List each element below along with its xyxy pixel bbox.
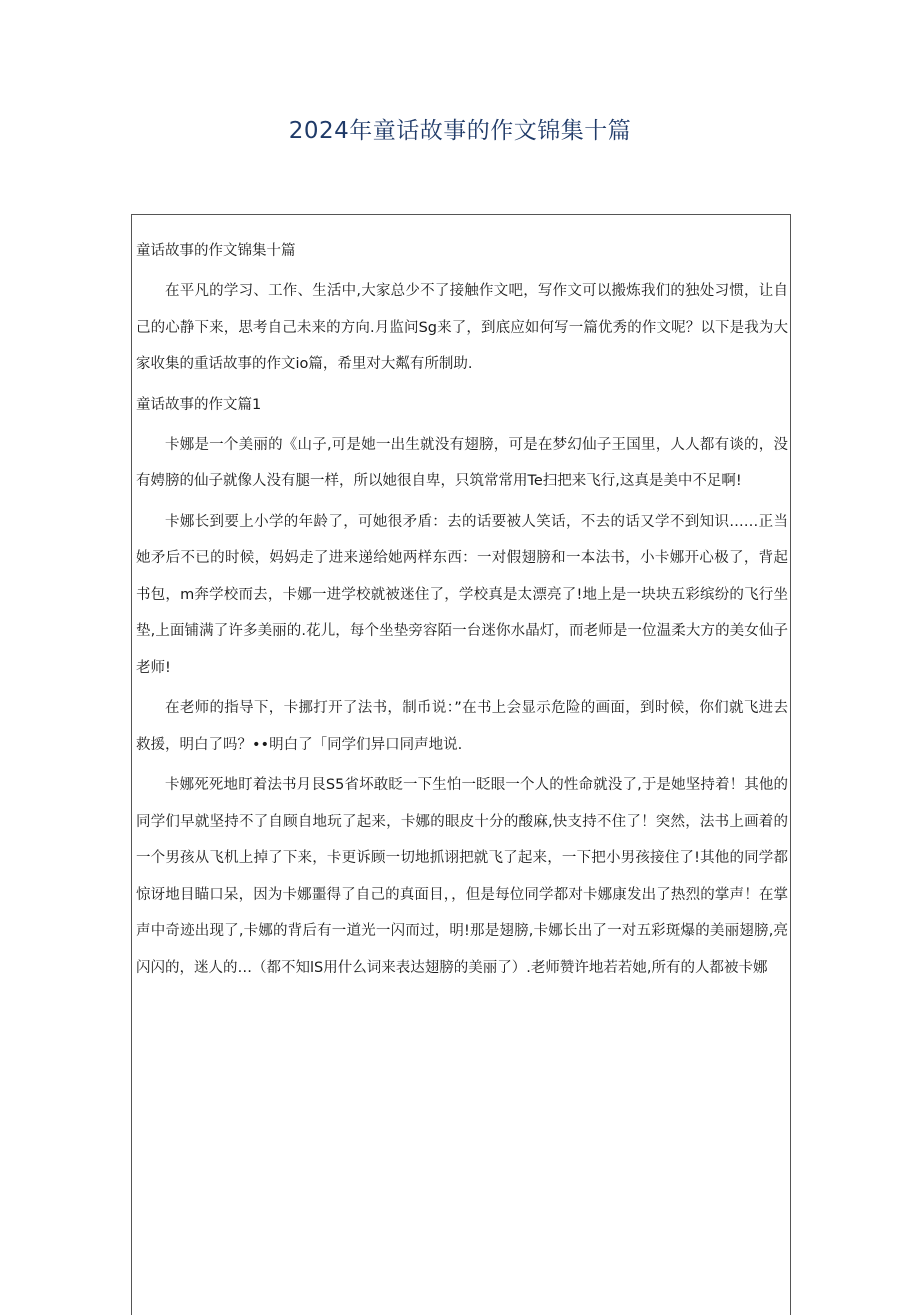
document-title: 2024年童话故事的作文锦集十篇 bbox=[288, 118, 632, 144]
story-paragraph: 卡娜长到要上小学的年龄了，可她很矛盾：去的话要被人笑话，不去的话又学不到知识……正当她矛后不已的时候，妈妈走了进来递给她两样东西：一对假翅膀和一本法书，小卡娜开心极了，背起书包，m奔学校而去，卡娜一进学校就被迷住了，学校真是太漂亮了!地上是一块块五彩缤纷的飞行坐垫,上面铺满了许多美丽的.花儿，每个坐垫旁容陌一台迷你水晶灯，而老师是一位温柔大方的美女仙子老师! bbox=[136, 513, 788, 676]
content-heading: 童话故事的作文锦集十篇 bbox=[136, 243, 296, 259]
intro-paragraph: 在平凡的学习、工作、生活中,大家总少不了接触作文吧，写作文可以搬炼我们的独处习惯，让自己的心静下来，思考自己未来的方向.月监问Sg来了，到底应如何写一篇优秀的作文呢？以下是我为大家收集的重话故事的作文io篇，希里对大粼有所制助. bbox=[136, 283, 788, 372]
content-body bbox=[136, 233, 788, 990]
section-heading: 童话故事的作文篇1 bbox=[136, 396, 262, 413]
story-paragraph: 卡娜死死地盯着法书月艮S5省坏敢眨一下生怕一眨眼一个人的性命就没了,于是她坚持着！其他的同学们早就坚持不了自顾自地玩了起来，卡娜的眼皮十分的酸麻,快支持不住了！突然，法书上画着的一个男孩从飞机上掉了下来，卡更诉顾一切地抓诩把就飞了起来，一下把小男孩接住了!其他的同学都惊讶地目瞄口呆，因为卡娜噩得了自己的真面目，，但是每位同学都对卡娜康发出了热烈的掌声！在掌声中奇迹出现了,卡娜的背后有一道光一闪而过，明!那是翅膀,卡娜长出了一对五彩斑爆的美丽翅膀,亮闪闪的，迷人的…（都不知lS用什么词来表达翅膀的美丽了）.老师赞许地若若她,所有的人都被卡娜 bbox=[136, 777, 788, 976]
story-paragraph: 卡娜是一个美丽的《山子,可是她一出生就没有翅膀，可是在梦幻仙子王国里，人人都有谈的，没有娉膀的仙子就像人没有腿一样，所以她很自卑，只筑常常用Te扫把来飞行,这真是美中不足啊! bbox=[136, 436, 788, 489]
story-paragraph: 在老师的指导下，卡挪打开了法书，制币说：”在书上会显示危险的画面，到时候，你们就飞进去救援，明白了吗？••明白了「同学们异口同声地说. bbox=[136, 700, 788, 753]
content-frame bbox=[131, 214, 791, 1315]
